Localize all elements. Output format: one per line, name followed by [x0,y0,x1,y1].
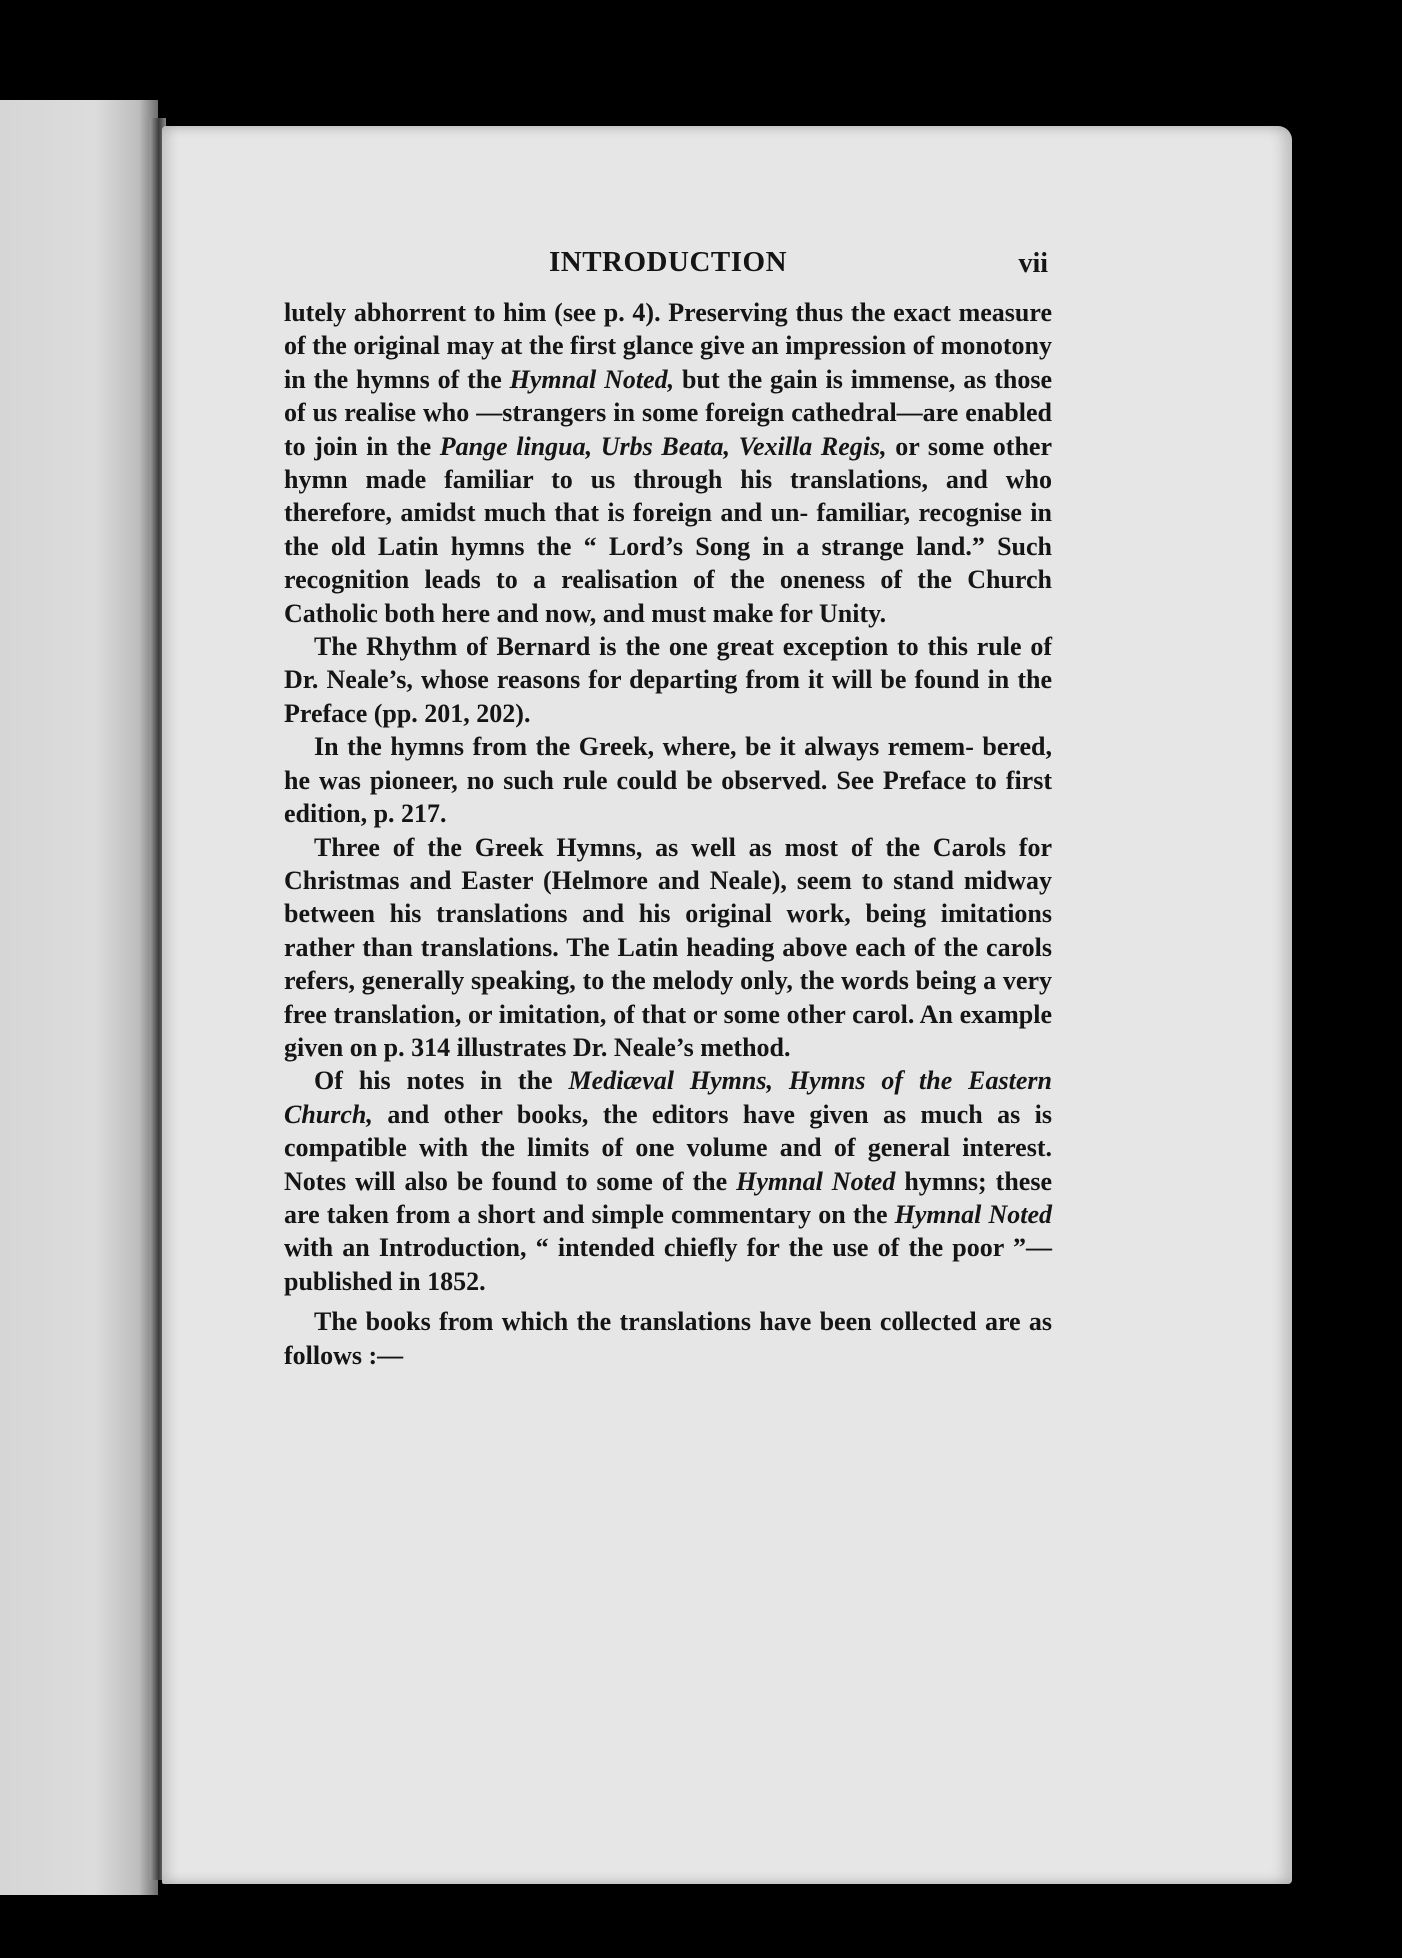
paragraph [284,1064,1052,1298]
italic-title: Hymnal Noted [894,1199,1052,1229]
running-head [284,246,1052,296]
page-number: vii [1018,248,1048,279]
page-content [284,246,1052,1372]
text-run: Of his notes in the [314,1066,569,1096]
body-text [284,296,1052,1372]
italic-title: Hymnal Noted [736,1166,896,1196]
italic-title: Mediæval Hymns, Hymns of the Eastern Church, [284,1066,1052,1129]
text-run: with an Introduction, “ intended chiefly for the use of the poor ”—published in 1852. [284,1233,1052,1296]
paragraph: In the hymns from the Greek, where, be it always remem- bered, he was pioneer, no such rule could be observed. See Preface to first edition, p. 217. [284,732,1052,829]
book-page [162,126,1292,1884]
text-run: but the gain is immense, as those of us realise who —strangers in some foreign cathedral—are enabled to join in the [284,364,1052,461]
paragraph [284,296,1052,630]
text-run: hymns; these are taken from a short and simple commentary on the [284,1166,1052,1229]
facing-page-edge [0,100,158,1895]
italic-title: Pange lingua, Urbs Beata, Vexilla Regis, [439,431,887,461]
paragraph: Three of the Greek Hymns, as well as most of the Carols for Christmas and Easter (Helmore and Neale), seem to stand midway between his translations and his original work, being imitations rather than translations. The Latin heading above each of the carols refers, generally speaking, to the melody only, the words being a very free translation, or imitation, of that or some other carol. An example given on p. 314 illustrates Dr. Neale’s method. [284,832,1052,1062]
text-run: lutely abhorrent to him (see p. 4). Preserving thus the exact measure of the original may at the first glance give an impression of monotony in the hymns of the [284,298,1052,394]
text-run: or some other hymn made familiar to us through his translations, and who therefore, amidst much that is foreign and un- familiar, recognise in the old Latin hymns the “ Lord’s Song in a strange land.” Such recognition leads to a realisation of the oneness of the Church Catholic both here and now, and must make for Unity. [284,431,1053,628]
running-title: INTRODUCTION [548,246,788,278]
italic-title: Hymnal Noted, [509,364,675,394]
paragraph: The books from which the translations have been collected are as follows :— [284,1307,1052,1370]
paragraph: The Rhythm of Bernard is the one great exception to this rule of Dr. Neale’s, whose reasons for departing from it will be found in the Preface (pp. 201, 202). [284,632,1052,728]
text-run: and other books, the editors have given as much as is compatible with the limits of one volume and of general interest. Notes will also be found to some of the [284,1099,1052,1196]
